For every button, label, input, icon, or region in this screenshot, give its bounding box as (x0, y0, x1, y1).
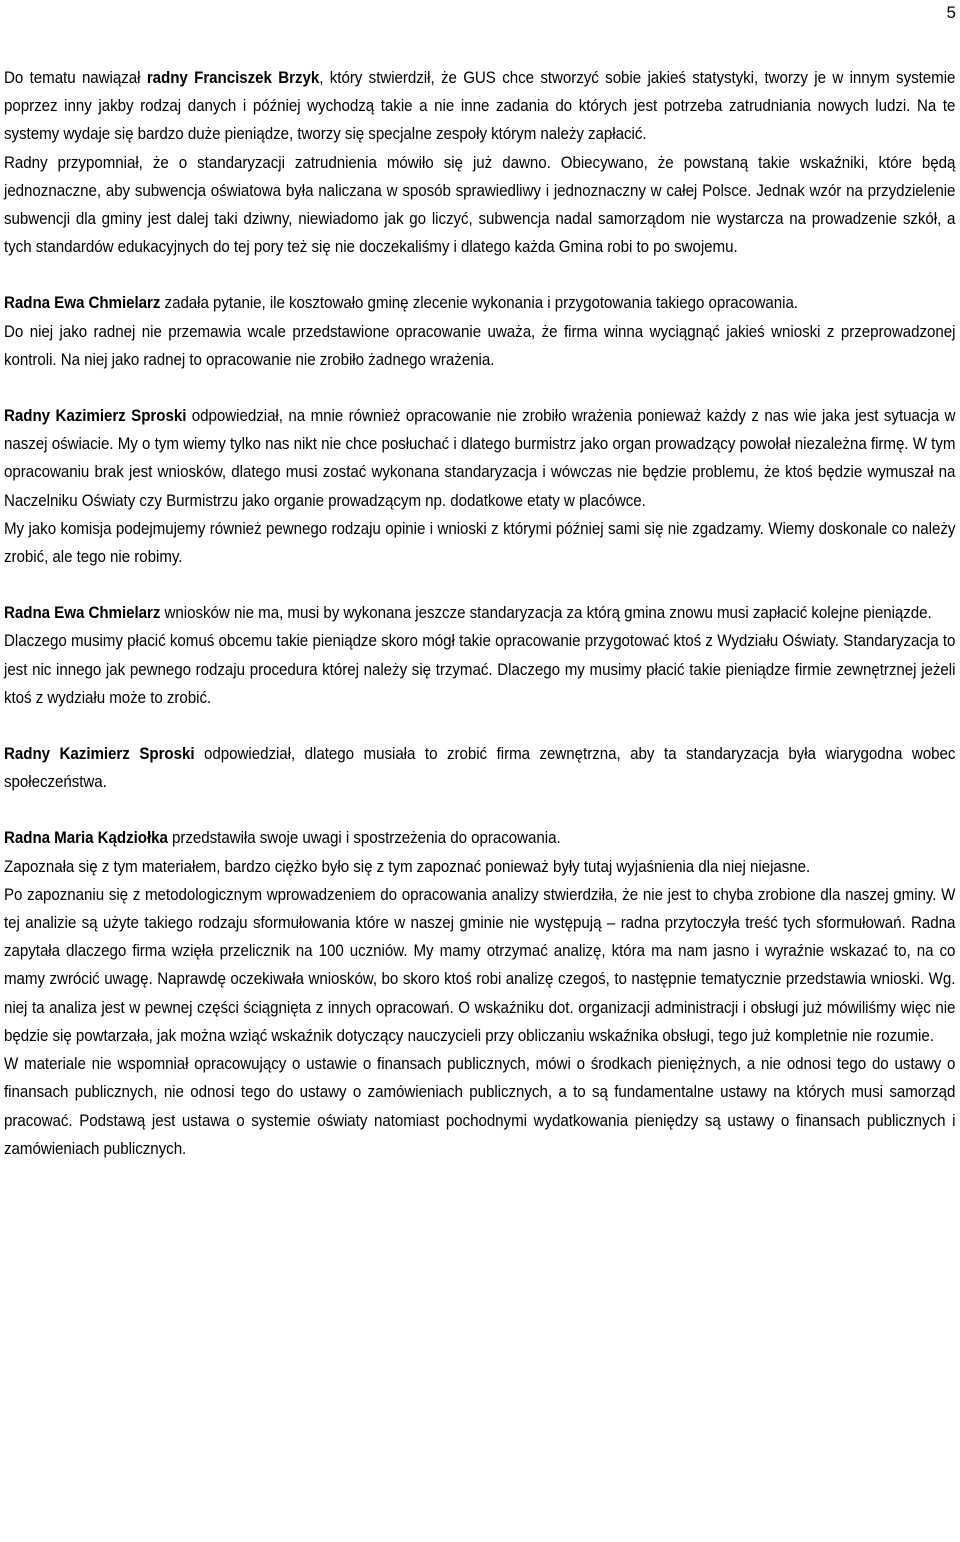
document-body (4, 64, 956, 1163)
paragraph: Dlaczego musimy płacić komuś obcemu takie pieniądze skoro mógł takie opracowanie przygotować ktoś z Wydziału Oświaty. Standaryzacja to jest nic innego jak pewnego rodzaju procedura której należy się trzymać. Dlaczego my musimy płacić takie pieniądze firmie zewnętrznej jeżeli ktoś z wydziału może to zrobić. (4, 631, 956, 707)
paragraph-gap (4, 712, 956, 740)
statement-block (4, 64, 956, 261)
paragraph: Radny Kazimierz Sproski odpowiedział, na mnie również opracowanie nie zrobiło wrażenia ponieważ każdy z nas wie jaka jest sytuacja w naszej oświacie. My o tym wiemy tylko nas nikt nie chce posłuchać i dlatego burmistrz jako organ prowadzący powołał niezależna firmę. W tym opracowaniu brak jest wniosków, dlatego musi zostać wykonana standaryzacja i wówczas nie będzie problemu, że ktoś będzie wymuszał na Naczelniku Oświaty czy Burmistrzu jako organie prowadzącym np. dodatkowe etaty w placówce. (4, 406, 956, 510)
page-number: 5 (946, 3, 956, 22)
speaker-name: Radna Ewa Chmielarz (4, 603, 161, 623)
paragraph: My jako komisja podejmujemy również pewnego rodzaju opinie i wnioski z którymi później sami się nie zgadzamy. Wiemy doskonale co należy zrobić, ale tego nie robimy. (4, 518, 956, 567)
paragraph-gap (4, 796, 956, 824)
paragraph: Radny Kazimierz Sproski odpowiedział, dlatego musiała to zrobić firma zewnętrzna, aby ta standaryzacja była wiarygodna wobec społeczeństwa. (4, 744, 956, 792)
paragraph: Radna Ewa Chmielarz zadała pytanie, ile kosztowało gminę zlecenie wykonania i przygotowania takiego opracowania. (4, 293, 798, 313)
statement-block (4, 402, 956, 571)
speaker-name: Radna Maria Kądziołka (4, 828, 168, 848)
speaker-name: Radny Kazimierz Sproski (4, 406, 187, 426)
paragraph: Radny przypomniał, że o standaryzacji zatrudnienia mówiło się już dawno. Obiecywano, że powstaną takie wskaźniki, które będą jednoznaczne, aby subwencja oświatowa była naliczana w sposób sprawiedliwy i jednoznaczny w całej Polsce. Jednak wzór na przydzielenie subwencji dla gminy jest dalej taki dziwny, niewiadomo jak go liczyć, subwencja nadal samorządom nie wystarcza na prowadzenie szkół, a tych standardów edukacyjnych do tej pory też się nie doczekaliśmy i dlatego każda Gmina robi to po swojemu. (4, 152, 956, 257)
paragraph: Do tematu nawiązał radny Franciszek Brzyk, który stwierdził, że GUS chce stworzyć sobie jakieś statystyki, tworzy je w innym systemie poprzez inny jakby rodzaj danych i później wychodzą takie a nie inne zadania do których jest potrzeba zatrudniania nowych ludzi. Na te systemy wydaje się bardzo duże pieniądze, tworzy się specjalne zespoły którym należy zapłacić. (4, 68, 956, 144)
paragraph-gap (4, 261, 956, 289)
statement-block (4, 289, 956, 374)
statement-block (4, 740, 956, 796)
paragraph: Radna Maria Kądziołka przedstawiła swoje uwagi i spostrzeżenia do opracowania. (4, 828, 561, 848)
speaker-name: Radny Kazimierz Sproski (4, 744, 195, 764)
paragraph: Do niej jako radnej nie przemawia wcale przedstawione opracowanie uważa, że firma winna wyciągnąć jakieś wnioski z przeprowadzonej kontroli. Na niej jako radnej to opracowanie nie zrobiło żadnego wrażenia. (4, 321, 956, 369)
speaker-name: radny Franciszek Brzyk (146, 68, 320, 87)
paragraph-gap (4, 374, 956, 402)
paragraph: Zapoznała się z tym materiałem, bardzo ciężko było się z tym zapoznać ponieważ były tutaj wyjaśnienia dla niej niejasne. (4, 856, 811, 876)
statement-block (4, 599, 956, 712)
paragraph: Po zapoznaniu się z metodologicznym wprowadzeniem do opracowania analizy stwierdziła, że nie jest to chyba zrobione dla naszej gminy. W tej analizie są użyte takiego rodzaju sformułowania które w naszej gminie nie występują – radna przytoczyła treść tych sformułowań. Radna zapytała dlaczego firma wzięła przelicznik na 100 uczniów. My mamy otrzymać analizę, która ma nam jasno i wyraźnie wskazać to, na co mamy zwrócić uwagę. Naprawdę oczekiwała wniosków, bo skoro ktoś robi analizę czegoś, to następnie tematycznie przedstawia wnioski. Wg. niej ta analiza jest w pewnej części ściągnięta z innych opracowań. O wskaźniku dot. organizacji administracji i obsługi już mówiliśmy więc nie będzie się powtarzała, jak można wziąć wskaźnik dotyczący nauczycieli przy obliczaniu wskaźnika obsługi, tego już kompletnie nie rozumie. (4, 884, 956, 1045)
paragraph-gap (4, 571, 956, 599)
statement-block (4, 824, 956, 1162)
paragraph: W materiale nie wspomniał opracowujący o ustawie o finansach publicznych, mówi o środkach pieniężnych, a nie odnosi tego do ustawy o finansach publicznych, nie odnosi tego do ustawy o zamówieniach publicznych, a to są fundamentalne ustawy na których musi samorząd pracować. Podstawą jest ustawa o systemie oświaty natomiast pochodnymi wydatkowania pieniędzy są ustawy o finansach publicznych i zamówieniach publicznych. (4, 1054, 956, 1158)
speaker-name: Radna Ewa Chmielarz (4, 293, 161, 313)
paragraph: Radna Ewa Chmielarz wniosków nie ma, musi by wykonana jeszcze standaryzacja za którą gmina znowu musi zapłacić kolejne pieniązde. (4, 603, 932, 623)
